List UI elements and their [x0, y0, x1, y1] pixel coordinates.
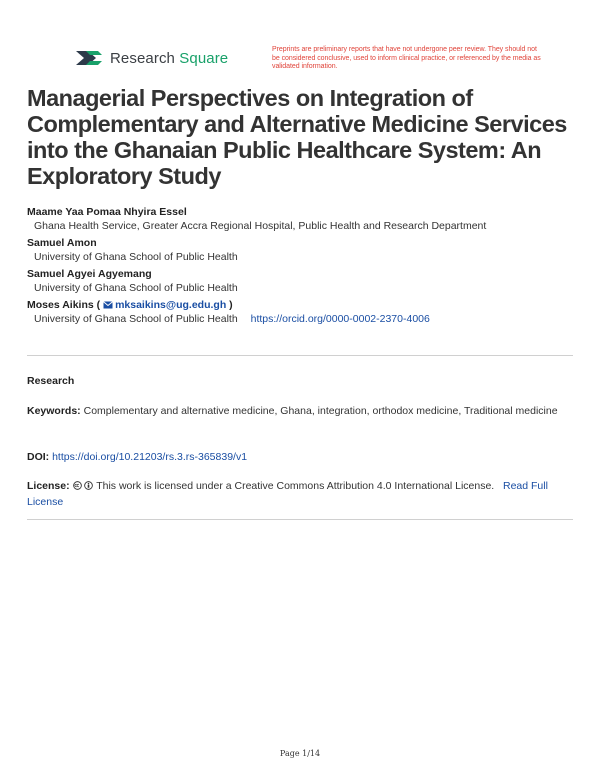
preprint-disclaimer: Preprints are preliminary reports that have not undergone peer review. They should not be considered conclusive, used to inform clinical practice, or referenced by the media as validated information. [272, 46, 541, 70]
author-name: Maame Yaa Pomaa Nhyira Essel [27, 206, 187, 218]
license-block [27, 478, 573, 510]
logo-text: Research Square [110, 49, 229, 67]
research-square-logo-icon [74, 47, 104, 69]
keywords-label: Keywords: [27, 405, 81, 417]
author-entry [27, 298, 577, 326]
article-type: Research [27, 375, 75, 387]
research-square-logo[interactable] [74, 47, 228, 69]
doi-label: DOI: [27, 451, 50, 463]
doi-block [27, 449, 573, 465]
author-affiliation: Ghana Health Service, Greater Accra Regional Hospital, Public Health and Research Department [34, 220, 487, 232]
page-number: Page 1/14 [279, 749, 321, 758]
author-affiliation: University of Ghana School of Public Health [34, 251, 238, 263]
mail-icon [103, 301, 113, 309]
license-label: License: [27, 480, 70, 492]
attribution-icon [84, 481, 93, 490]
author-entry [27, 205, 577, 233]
license-text: This work is licensed under a Creative Commons Attribution 4.0 International License. [96, 480, 495, 492]
author-name: Moses Aikins [27, 299, 94, 311]
email-paren-open: ( [93, 299, 104, 311]
author-name: Samuel Amon [27, 237, 97, 249]
author-email-link[interactable] [103, 298, 226, 312]
author-list [27, 205, 577, 329]
author-affiliation: University of Ghana School of Public Health [34, 313, 238, 325]
author-entry [27, 267, 577, 295]
divider [27, 355, 573, 356]
doi-link[interactable]: https://doi.org/10.21203/rs.3.rs-365839/v1 [52, 451, 248, 463]
keywords-text: Complementary and alternative medicine, Ghana, integration, orthodox medicine, Traditional medicine [83, 405, 558, 417]
orcid-link[interactable]: https://orcid.org/0000-0002-2370-4006 [250, 313, 430, 325]
author-affiliation-row [27, 312, 577, 326]
author-entry [27, 236, 577, 264]
keywords-block [27, 403, 573, 419]
author-email: mksaikins@ug.edu.gh [115, 299, 227, 311]
read-full-license-link[interactable]: Read Full License [27, 480, 548, 508]
creative-commons-icon [73, 481, 82, 490]
author-name: Samuel Agyei Agyemang [27, 268, 152, 280]
author-name-row [27, 298, 577, 312]
divider [27, 519, 573, 520]
author-affiliation: University of Ghana School of Public Health [34, 282, 238, 294]
paper-title: Managerial Perspectives on Integration of Complementary and Alternative Medicine Services into the Ghanaian Public Healthcare System: An Exploratory Study [27, 85, 567, 189]
email-paren-close: ) [226, 299, 233, 311]
